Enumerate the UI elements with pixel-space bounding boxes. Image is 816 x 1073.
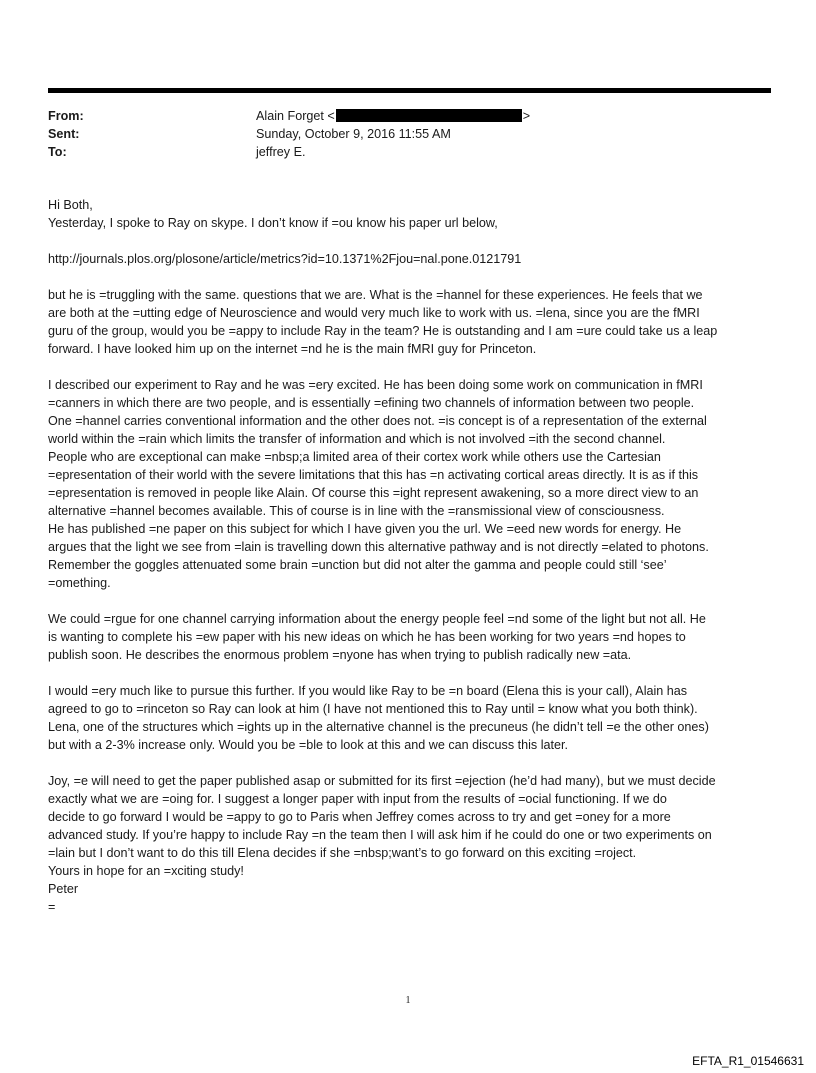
body-line: are both at the =utting edge of Neuroscience and would very much like to work with us. =lena, since you are the fMRI [48, 306, 700, 320]
paragraph-6 [48, 772, 774, 916]
body-line: We could =rgue for one channel carrying information about the energy people feel =nd some of the light but not all. He [48, 612, 706, 626]
body-line: =lain but I don’t want to do this till Elena decides if she =nbsp;want’s to go forward on this exciting =roject. [48, 846, 637, 860]
sent-label: Sent: [48, 127, 80, 141]
body-line: is wanting to complete his =ew paper with his new ideas on which he has been working for two years =nd hopes to [48, 630, 686, 644]
body-line: Remember the goggles attenuated some brain =unction but did not alter the gamma and people could still ‘see’ [48, 558, 667, 572]
paragraph-4 [48, 610, 774, 664]
body-line: but he is =truggling with the same. questions that we are. What is the =hannel for these experiences. He feels that we [48, 288, 703, 302]
body-line: =epresentation is removed in people like Alain. Of course this =ight represent awakening, so a more direct view to an [48, 486, 699, 500]
from-value [256, 107, 530, 125]
paragraph-gap [48, 358, 774, 376]
paragraph-gap [48, 592, 774, 610]
signature-name: Peter [48, 882, 79, 896]
body-line: I would =ery much like to pursue this further. If you would like Ray to be =n board (Elena this is your call), Alain has [48, 684, 688, 698]
paragraph-5 [48, 682, 774, 754]
body-line: argues that the light we see from =lain is travelling down this alternative pathway and is not directly =elated to photons. [48, 540, 709, 554]
paragraph-gap [48, 754, 774, 772]
body-line: People who are exceptional can make =nbsp;a limited area of their cortex work while others use the Cartesian [48, 450, 661, 464]
body-line: exactly what we are =oing for. I suggest a longer paper with input from the results of =ocial functioning. If we do [48, 792, 667, 806]
body-line: guru of the group, would you be =appy to include Ray in the team? He is outstanding and I am =ure could take us a leap [48, 324, 718, 338]
greeting: Hi Both, [48, 198, 93, 212]
redaction-bar [336, 109, 522, 122]
paragraph-gap [48, 232, 774, 250]
body-line: world within the =rain which limits the transfer of information and which is not involved =ith the second channel. [48, 432, 666, 446]
body-line: =canners in which there are two people, and is essentially =efining two channels of information between two people. [48, 396, 695, 410]
page-number: 1 [405, 995, 411, 1006]
paragraph-gap [48, 664, 774, 682]
body-line: advanced study. If you’re happy to include Ray =n the team then I will ask him if he could do one or two experiments on [48, 828, 712, 842]
to-label: To: [48, 145, 67, 159]
body-line: =epresentation of their world with the severe limitations that this has =n activating cortical areas directly. It is as if this [48, 468, 699, 482]
from-value-end: > [522, 109, 531, 123]
paragraph-1: Yesterday, I spoke to Ray on skype. I don’t know if =ou know his paper url below, [48, 216, 498, 230]
to-value: jeffrey E. [256, 145, 306, 159]
body-line: forward. I have looked him up on the internet =nd he is the main fMRI guy for Princeton. [48, 342, 537, 356]
from-label: From: [48, 109, 84, 123]
header-divider-rule [48, 88, 771, 93]
paragraph-2 [48, 286, 774, 358]
from-sender-name: Alain Forget < [256, 109, 335, 123]
body-line: He has published =ne paper on this subject for which I have given you the url. We =eed new words for energy. He [48, 522, 682, 536]
paper-url: http://journals.plos.org/plosone/article/metrics?id=10.1371%2Fjou=nal.pone.0121791 [48, 252, 522, 266]
trailing-artifact: = [48, 900, 56, 914]
closing-line: Yours in hope for an =xciting study! [48, 864, 244, 878]
body-line: agreed to go to =rinceton so Ray can look at him (I have not mentioned this to Ray until = know what you both think). [48, 702, 698, 716]
document-id: EFTA_R1_01546631 [692, 1054, 804, 1068]
body-line: Lena, one of the structures which =ights up in the alternative channel is the precuneus (he didn’t tell =e the other ones) [48, 720, 709, 734]
body-line: I described our experiment to Ray and he was =ery excited. He has been doing some work on communication in fMRI [48, 378, 703, 392]
body-line: One =hannel carries conventional information and the other does not. =is concept is of a representation of the external [48, 414, 707, 428]
paragraph-gap [48, 268, 774, 286]
body-line: but with a 2-3% increase only. Would you be =ble to look at this and we can discuss this later. [48, 738, 569, 752]
paragraph-3 [48, 376, 774, 592]
body-line: Joy, =e will need to get the paper published asap or submitted for its first =ejection (he’d had many), but we must decide [48, 774, 716, 788]
sent-value: Sunday, October 9, 2016 11:55 AM [256, 127, 451, 141]
body-line: =omething. [48, 576, 111, 590]
body-line: alternative =hannel becomes available. This of course is in line with the =ransmissional view of consciousness. [48, 504, 665, 518]
body-line: decide to go forward I would be =appy to go to Paris when Jeffrey comes across to try and get =oney for a more [48, 810, 671, 824]
email-body [48, 196, 774, 916]
body-line: publish soon. He describes the enormous problem =nyone has when trying to publish radically new =ata. [48, 648, 632, 662]
